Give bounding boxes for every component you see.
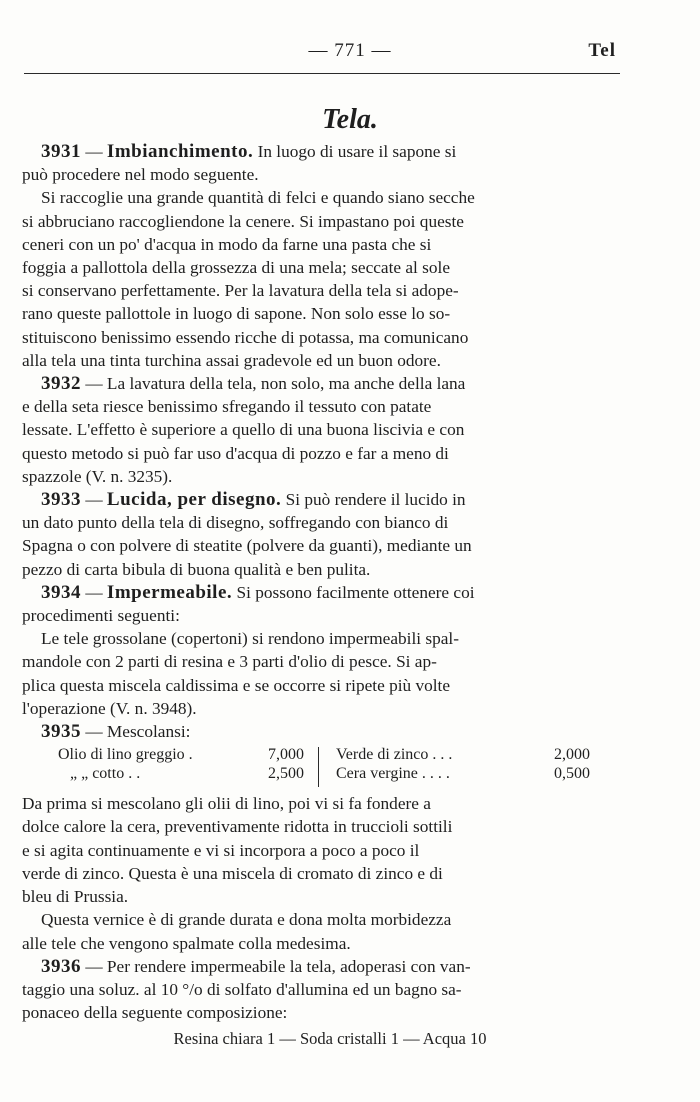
entry-3936 <box>22 955 618 1051</box>
text-line: taggio una soluz. al 10 °/o di solfato d'allumina ed un bagno sa- <box>22 979 462 999</box>
running-head-word: Tel <box>588 40 616 61</box>
text-line: si conservano perfettamente. Per la lavatura della tela si adope- <box>22 281 459 301</box>
entry-number: 3933 <box>41 489 81 511</box>
body-text <box>22 140 618 1051</box>
text-line: plica questa miscela caldissima e se occorre si ripete più volte <box>22 675 451 695</box>
ingredient-qty: 7,000 <box>268 746 304 764</box>
ingredient-qty: 0,500 <box>554 765 590 783</box>
entry-dash: — <box>81 582 107 602</box>
ingredient-name: Verde di zinco . . . <box>336 746 453 764</box>
recipe-right-column <box>336 745 590 783</box>
text-line: può procedere nel modo seguente. <box>22 165 259 185</box>
recipe-table <box>22 744 618 790</box>
text-line: alla tela una tinta turchina assai gradevole ed un buon odore. <box>22 350 441 370</box>
text-line: mandole con 2 parti di resina e 3 parti d'olio di pesce. Si ap- <box>22 652 437 672</box>
entry-3935 <box>22 720 618 955</box>
text-line: lessate. L'effetto è superiore a quello di una buona liscivia e con <box>22 420 465 440</box>
ingredient-name: Cera vergine . . . . <box>336 765 450 783</box>
text-line: Si raccoglie una grande quantità di felci e quando siano secche <box>41 188 475 208</box>
text-line: e della seta riesce benissimo sfregando il tessuto con patate <box>22 397 432 417</box>
recipe-left-column <box>58 745 304 783</box>
entry-heading: Imbianchimento. <box>106 141 254 162</box>
text-line: ponaceo della seguente composizione: <box>22 1003 288 1023</box>
entry-number: 3935 <box>41 721 81 743</box>
entry-dash: — <box>81 142 107 161</box>
ingredient-qty: 2,000 <box>554 746 590 764</box>
text-line: — Mescolansi: <box>81 722 191 742</box>
entry-number: 3932 <box>41 373 81 395</box>
entry-3934 <box>22 581 618 720</box>
text-line: Si può rendere il lucido in <box>281 490 466 510</box>
entry-number: 3936 <box>41 955 81 977</box>
entry-heading: Impermeabile. <box>106 581 233 603</box>
text-line: questo metodo si può far uso d'acqua di pozzo e far a meno di <box>22 443 449 463</box>
recipe-row <box>58 764 304 783</box>
running-head <box>0 40 700 64</box>
text-line: stituiscono benissimo essendo ricche di potassa, ma comunicano <box>22 327 469 347</box>
text-line: alle tele che vengono spalmate colla medesima. <box>22 933 351 953</box>
text-line: l'operazione (V. n. 3948). <box>22 698 197 718</box>
text-line: bleu di Prussia. <box>22 887 129 907</box>
text-line: procedimenti seguenti: <box>22 606 180 626</box>
text-line: Spagna o con polvere di steatite (polvere da guanti), mediante un <box>22 536 472 556</box>
text-line: Questa vernice è di grande durata e dona molta morbidezza <box>41 910 452 930</box>
page-number: — 771 — <box>308 40 392 61</box>
ingredient-name: Olio di lino greggio . <box>58 746 193 764</box>
text-line: foggia a pallottola della grossezza di una mela; seccate al sole <box>22 258 451 278</box>
text-line: Le tele grossolane (copertoni) si rendono impermeabili spal- <box>41 629 459 649</box>
entry-number: 3934 <box>41 581 81 603</box>
ingredient-qty: 2,500 <box>268 765 304 783</box>
text-line: e si agita continuamente e vi si incorpora a poco a poco il <box>22 840 420 860</box>
text-line: ceneri con un po' d'acqua in modo da farne una pasta che si <box>22 234 432 254</box>
recipe-divider <box>318 747 319 787</box>
entry-3931 <box>22 140 618 372</box>
text-line: — Per rendere impermeabile la tela, adoperasi con van- <box>81 956 471 976</box>
text-line: spazzole (V. n. 3235). <box>22 466 173 486</box>
recipe-row <box>336 745 590 764</box>
entry-number: 3931 <box>41 141 81 162</box>
ingredient-name: „ „ cotto . . <box>70 765 141 783</box>
entry-3932 <box>22 372 618 488</box>
text-line: — La lavatura della tela, non solo, ma anche della lana <box>81 374 466 394</box>
section-title: Tela. <box>322 104 378 135</box>
entry-3933 <box>22 488 618 581</box>
text-line: verde di zinco. Questa è una miscela di cromato di zinco e di <box>22 863 443 883</box>
entry-dash: — <box>81 490 107 510</box>
text-line: un dato punto della tela di disegno, soffregando con bianco di <box>22 513 449 533</box>
text-line: Da prima si mescolano gli olii di lino, poi vi si fa fondere a <box>22 794 431 814</box>
entry-heading: Lucida, per disegno. <box>106 489 282 511</box>
text-line: Si possono facilmente ottenere coi <box>232 582 475 602</box>
header-rule <box>24 73 620 75</box>
text-line: rano queste pallottole in luogo di sapone. Non solo esse lo so- <box>22 304 451 324</box>
formula-line: Resina chiara 1 — Soda cristalli 1 — Acqua 10 <box>173 1029 487 1049</box>
text-line: si abbruciano raccogliendone la cenere. Si impastano poi queste <box>22 211 464 231</box>
recipe-row <box>58 745 304 764</box>
text-line: In luogo di usare il sapone si <box>253 142 457 161</box>
recipe-row <box>336 764 590 783</box>
text-line: pezzo di carta bibula di buona qualità e ben pulita. <box>22 559 371 579</box>
text-line: dolce calore la cera, preventivamente ridotta in truccioli sottili <box>22 817 453 837</box>
